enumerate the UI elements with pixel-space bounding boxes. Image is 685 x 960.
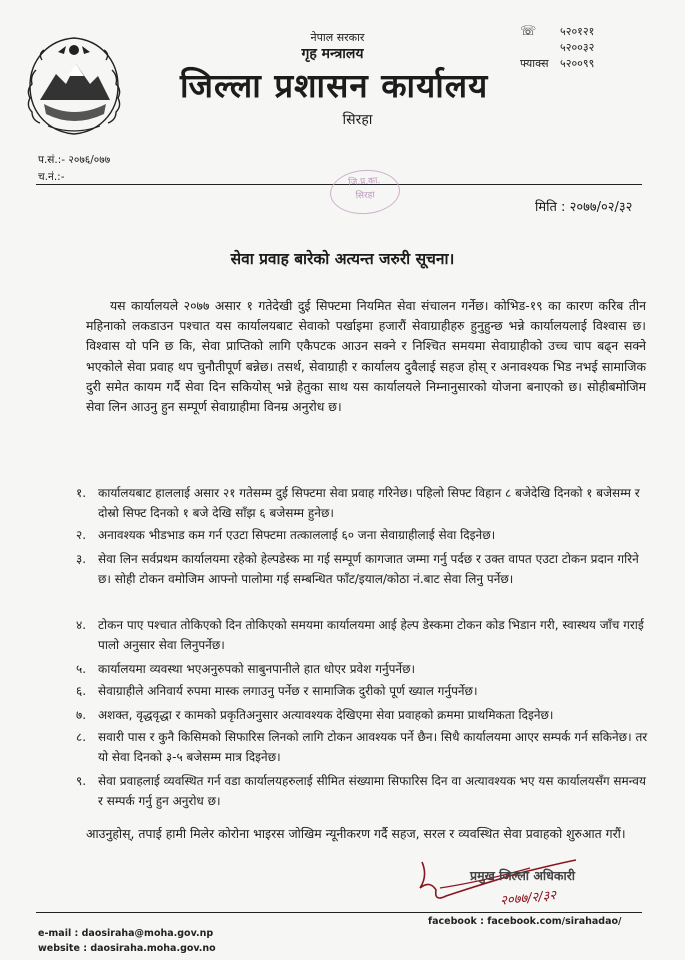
item-text: सेवा प्रवाहलाई व्यवस्थित गर्न वडा कार्यालयहरुलाई सीमित संख्यामा सिफारिस दिन वा अत्यावश्यक भए यस कार्यालयसँग समन्वय र सम्पर्क गर्नु हुन अनुरोध छ। [98,774,646,808]
footer-divider [36,912,642,913]
fax-number: ५२००९९ [560,57,595,70]
item-number: ९. [76,774,87,788]
office-title: जिल्ला प्रशासन कार्यालय [180,66,489,105]
footer-facebook: facebook : facebook.com/sirahadao/ [428,916,622,927]
item-text: अशक्त, वृद्धवृद्धा र कामको प्रकृतिअनुसार अत्यावश्यक देखिएमा सेवा प्रवाहको क्रममा प्राथमिकता दिइनेछ। [98,708,554,722]
government-name: नेपाल सरकार [310,31,365,44]
footer-website: website : daosiraha.moha.gov.no [38,943,216,954]
item-number: ३. [76,552,87,566]
office-place: सिरहा [342,112,373,128]
ref-cn: च.नं.:- [38,171,65,183]
item-number: ६. [76,684,87,698]
ministry-name: गृह मन्त्रालय [301,46,364,62]
footer-contacts [38,926,216,956]
stamp-line-2: सिरहा [355,190,376,202]
item-text: कार्यालयमा व्यवस्था भएअनुरुपको साबुनपानीले हात धोएर प्रवेश गर्नुपर्नेछ। [98,662,416,676]
item-text: कार्यालयबाट हाललाई असार २१ गतेसम्म दुई सिफ्टमा सेवा प्रवाह गरिनेछ। पहिलो सिफ्ट विहान ८ बजेदेखि दिनको १ बजेसम्म र दोस्रो सिफ्ट दिनको १ बजे देखि साँझ ६ बजेसम्म हुनेछ। [98,486,640,520]
item-text: सेवाग्राहीले अनिवार्य रुपमा मास्क लगाउनु पर्नेछ र सामाजिक दुरीको पूर्ण ख्याल गर्नुपर्नेछ। [98,684,478,698]
signatory-title: प्रमुख जिल्ला अधिकारी [470,868,576,883]
stamp-line-1: जि.प्र.का. [348,175,381,189]
notice-heading: सेवा प्रवाह बारेको अत्यन्त जरुरी सूचना। [230,250,455,268]
contact-numbers [520,24,594,72]
intro-paragraph: यस कार्यालयले २०७७ असार १ गतेदेखी दुई सिफ्टमा नियमित सेवा संचालन गर्नेछ। कोभिड-१९ का कारण करिब तीन महिनाको लकडाउन पश्चात यस कार्यालयबाट सेवाको पर्खाइमा हजारौं सेवाग्राहीहरु हुनुहुन्छ भन्ने कार्यालयलाई विश्वास छ। विश्वास यो पनि छ कि, सेवा प्राप्तिको लागि एकैपटक आउन सक्ने र निश्चित समयमा सेवाग्राहीको उच्च चाप बढ्न सक्ने भएकोले सेवा प्रवाह थप चुनौतीपूर्ण बन्नेछ। तसर्थ, सेवाग्राही र कार्यालय दुवैलाई सहज होस् र अनावश्यक भिड नभई सामाजिक दुरी समेत कायम गर्दै सेवा दिन सकियोस् भन्ने हेतुका साथ यस कार्यालयले निम्नानुसारको योजना बनाएको छ। सोहीबमोजिम सेवा लिन आउनु हुन सम्पूर्ण सेवाग्राहीमा विनम्र अनुरोध छ। [86,298,646,415]
item-text: अनावश्यक भीडभाड कम गर्न एउटा सिफ्टमा तत्काललाई ६० जना सेवाग्राहीलाई सेवा दिइनेछ। [98,528,496,542]
item-number: ७. [76,708,87,722]
closing-paragraph: आउनुहोस्, तपाई हामी मिलेर कोरोना भाइरस जोखिम न्यूनीकरण गर्दै सहज, सरल र व्यवस्थित सेवा प्रवाहको शुरुआत गरौं। [86,826,626,841]
item-number: ५. [76,662,87,676]
phone-number-1: ५२०१२१ [560,25,595,38]
item-text: सवारी पास र कुनै किसिमको सिफारिस लिनको लागि टोकन आवश्यक पर्ने छैन। सिधै कार्यालयमा आएर सम्पर्क गर्न सकिनेछ। तर यो सेवा दिनको ३-५ बजेसम्म मात्र दिइनेछ। [98,730,648,764]
item-text: टोकन पाए पश्चात तोकिएको दिन तोकिएको समयमा कार्यालयमा आई हेल्प डेस्कमा टोकन कोड भिडान गरी, स्वास्थय जाँच गराई पालो अनुसार सेवा लिनुपर्नेछ। [98,618,644,652]
fax-label: फ्याक्स [520,57,549,70]
item-number: १. [76,486,87,500]
ref-ps: प.सं.:- २०७६/०७७ [38,154,111,166]
item-text: सेवा लिन सर्वप्रथम कार्यालयमा रहेको हेल्पडेस्क मा गई सम्पूर्ण कागजात जम्मा गर्नु पर्दछ र उक्त वापत एउटा टोकन प्रदान गरिने छ। सोही टोकन वमोजिम आफ्नो पालोमा गई सम्बन्धित फाँट/इयाल/कोठा नं.बाट सेवा लिनु पर्नेछ। [98,552,639,586]
phone-icon: ☏ [520,24,537,39]
notice-date: मिति : २०७७/०२/३२ [535,200,633,215]
item-number: ८. [76,730,87,744]
phone-number-2: ५२००३२ [560,41,595,54]
reference-numbers [38,152,110,186]
item-number: २. [76,528,87,542]
office-stamp [329,168,402,217]
item-number: ४. [76,618,87,632]
signature-date: २०७७/२/३२ [499,888,557,909]
footer-email: e-mail : daosiraha@moha.gov.np [38,928,214,939]
